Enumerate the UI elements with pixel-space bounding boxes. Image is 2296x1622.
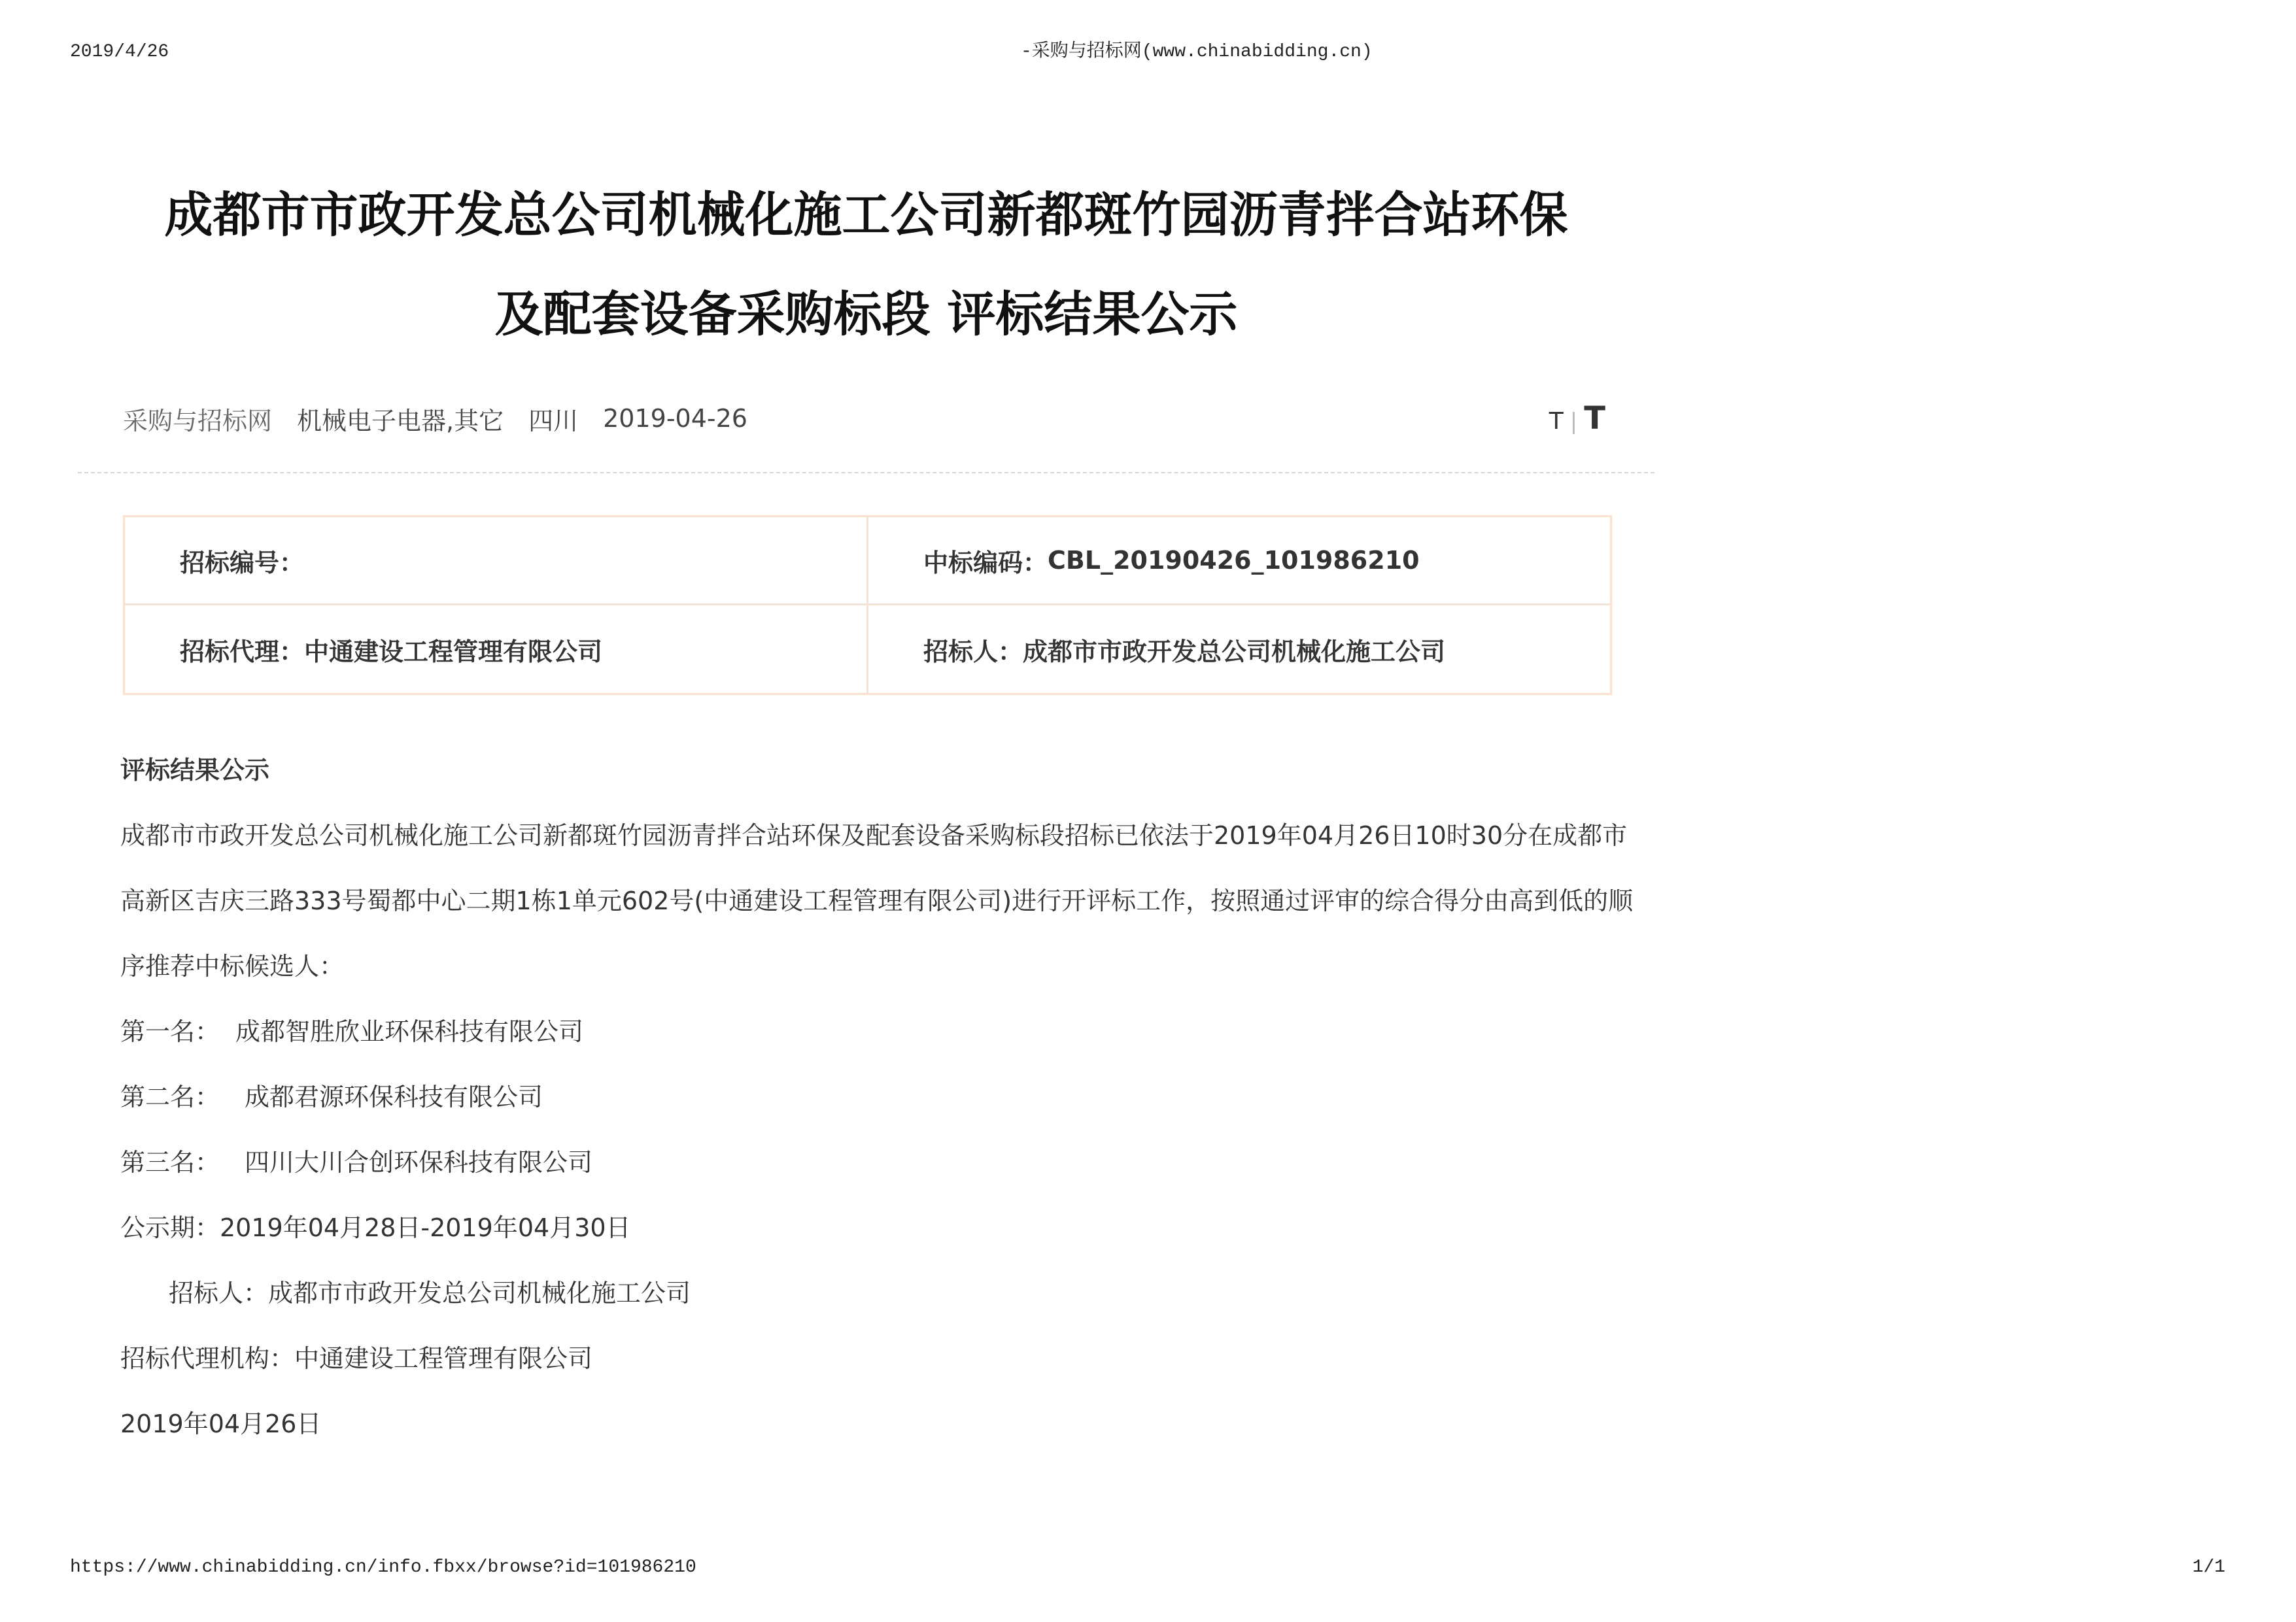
candidate-rank: 第一名：: [120, 1017, 220, 1046]
paragraph-line: 成都市市政开发总公司机械化施工公司新都斑竹园沥青拌合站环保及配套设备采购标段招标已依法于2019年04月26日10时30分在成都市: [120, 821, 1628, 850]
tenderer-label: 招标人：: [923, 637, 1023, 666]
article-title-line-1: 成都市市政开发总公司机械化施工公司新都斑竹园沥青拌合站环保: [164, 187, 1568, 243]
print-footer-url: https://www.chinabidding.cn/info.fbxx/browse?id=101986210: [70, 1557, 696, 1578]
info-table: [123, 515, 1612, 695]
candidate-item: [120, 999, 1633, 1064]
article-meta-row: [123, 399, 1605, 438]
publicity-period: 公示期：2019年04月28日-2019年04月30日: [120, 1213, 631, 1242]
candidate-item: [120, 1064, 1633, 1130]
article-title: [78, 165, 1654, 364]
info-cell-award-code: [868, 517, 1610, 605]
article-title-line-2: 及配套设备采购标段 评标结果公示: [494, 286, 1238, 343]
candidate-name: 四川大川合创环保科技有限公司: [245, 1148, 593, 1177]
agency-value: 中通建设工程管理有限公司: [304, 637, 603, 666]
print-footer-page-number: 1/1: [2192, 1557, 2225, 1578]
meta-source-link[interactable]: 采购与招标网: [123, 406, 273, 435]
tenderer-line: 招标人：成都市市政开发总公司机械化施工公司: [169, 1279, 691, 1308]
tenderer-value: 成都市市政开发总公司机械化施工公司: [1023, 637, 1446, 666]
candidate-name: 成都君源环保科技有限公司: [245, 1083, 543, 1111]
bid-number-label: 招标编号：: [180, 548, 305, 577]
title-divider: [78, 472, 1654, 473]
meta-date: 2019-04-26: [603, 404, 747, 433]
notice-date: 2019年04月26日: [120, 1410, 322, 1438]
info-cell-tenderer: [868, 605, 1610, 693]
font-size-large-button[interactable]: T: [1584, 400, 1605, 437]
article-meta: [123, 401, 772, 437]
print-header-date: 2019/4/26: [70, 42, 169, 62]
body-heading: 评标结果公示: [120, 756, 270, 785]
font-size-small-button[interactable]: T: [1549, 408, 1564, 435]
print-header-title: -采购与招标网(www.chinabidding.cn): [1021, 42, 1373, 62]
award-code-label: 中标编码：: [923, 548, 1048, 577]
award-code-value: CBL_20190426_101986210: [1048, 546, 1420, 575]
candidate-item: [120, 1130, 1633, 1195]
info-cell-agency: [125, 605, 868, 693]
paragraph-line: 高新区吉庆三路333号蜀都中心二期1栋1单元602号(中通建设工程管理有限公司)进行开评标工作，按照通过评审的综合得分由高到低的顺: [120, 887, 1634, 915]
candidate-rank: 第三名：: [120, 1148, 220, 1177]
font-size-toggle: [1549, 400, 1605, 437]
candidate-rank: 第二名：: [120, 1083, 220, 1111]
meta-region: 四川: [528, 406, 579, 435]
agency-label: 招标代理：: [180, 637, 305, 666]
paragraph-line: 序推荐中标候选人：: [120, 952, 345, 981]
info-cell-bid-number: [125, 517, 868, 605]
agency-line: 招标代理机构：中通建设工程管理有限公司: [120, 1344, 593, 1373]
article-body: [120, 737, 1633, 1457]
font-size-separator: |: [1569, 409, 1578, 435]
candidate-name: 成都智胜欣业环保科技有限公司: [235, 1017, 584, 1046]
meta-category: 机械电子电器,其它: [297, 406, 504, 435]
